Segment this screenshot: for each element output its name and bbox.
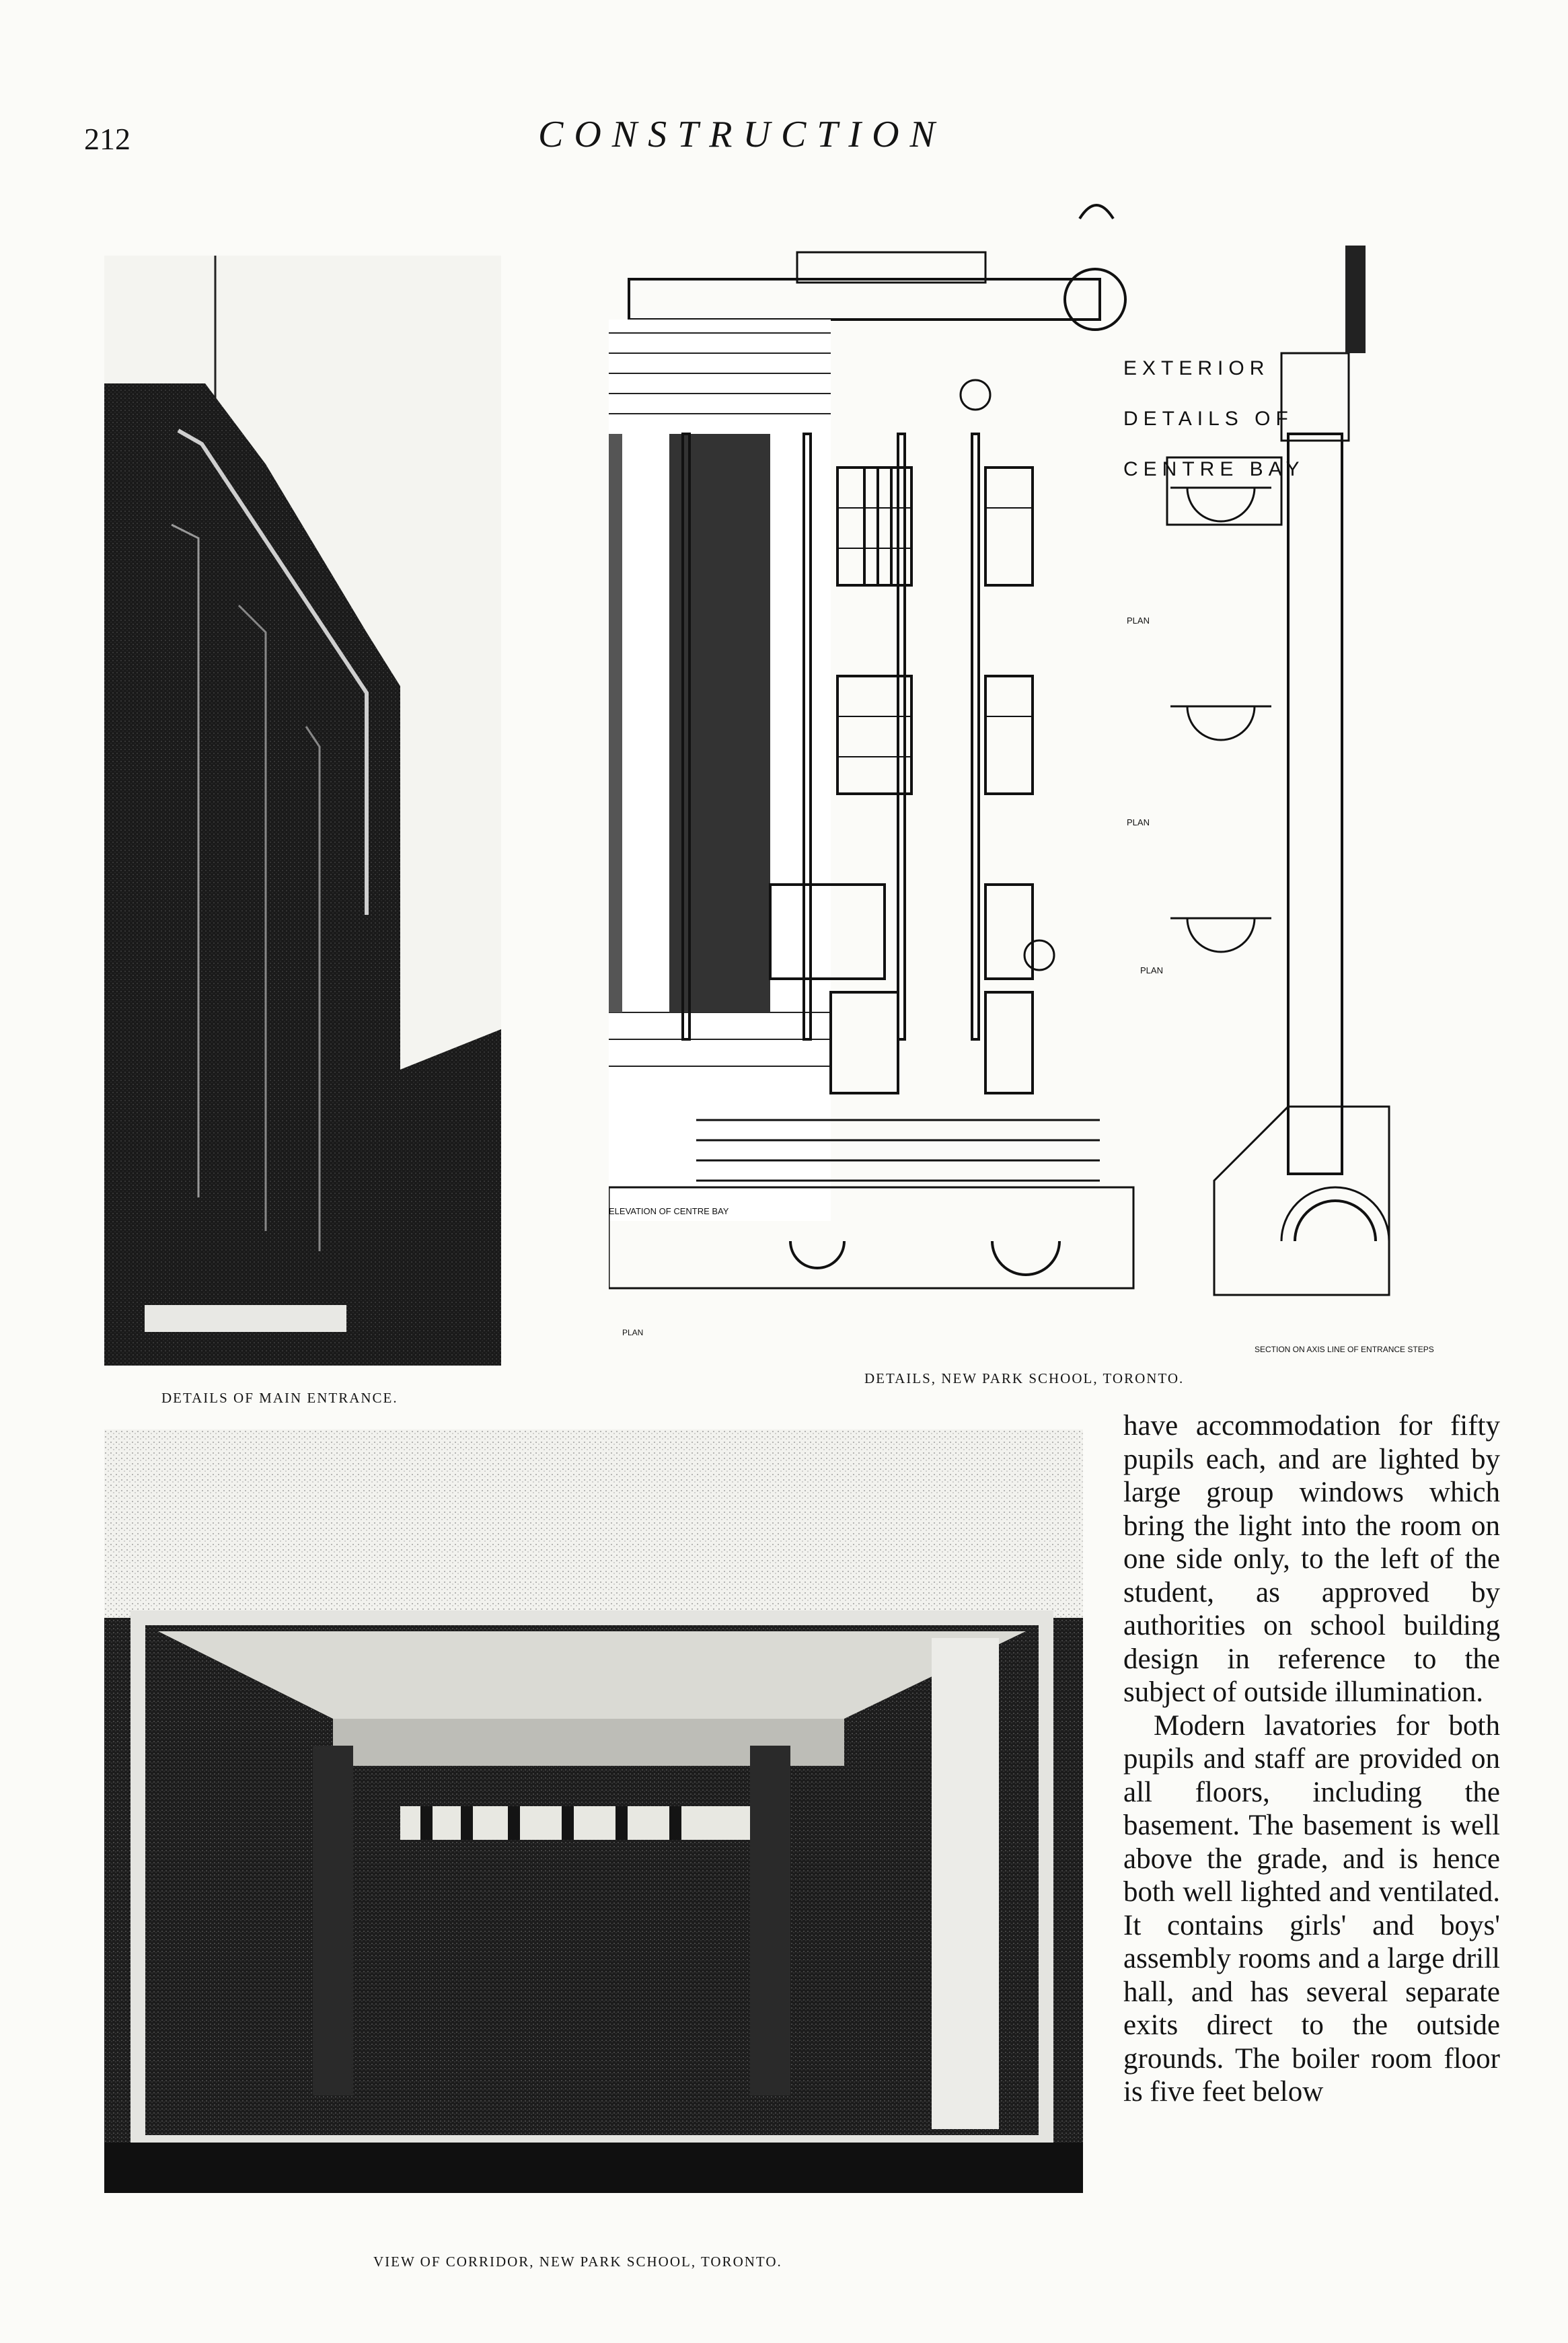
main-entrance-caption: DETAILS OF MAIN ENTRANCE. bbox=[161, 1390, 398, 1406]
main-entrance-photo bbox=[104, 256, 501, 1366]
section-label: SECTION ON AXIS LINE OF ENTRANCE STEPS bbox=[1255, 1345, 1434, 1354]
article-paragraph: have accommodation for fifty pupils each, and are lighted by large group windows which bring the light into the room on one side only, to the left of the student, as approved by authorities on school building design in reference to the subject of outside illumination. bbox=[1123, 1410, 1500, 1708]
corridor-caption: VIEW OF CORRIDOR, NEW PARK SCHOOL, TORONTO. bbox=[373, 2254, 782, 2270]
corridor-photo bbox=[104, 1429, 1083, 2193]
drawing-title-line3: CENTRE BAY bbox=[1123, 458, 1305, 480]
article-text-column bbox=[1123, 1409, 1500, 2109]
plan-label-4: PLAN bbox=[622, 1328, 644, 1337]
drawing-title-line2: DETAILS OF bbox=[1123, 408, 1294, 430]
plan-label-3: PLAN bbox=[1140, 965, 1163, 975]
plan-label-1: PLAN bbox=[1127, 616, 1150, 626]
running-head: CONSTRUCTION bbox=[538, 114, 946, 155]
page-number: 212 bbox=[84, 122, 130, 156]
centre-bay-drawing bbox=[609, 178, 1456, 1359]
drawing-title-line1: EXTERIOR bbox=[1123, 357, 1270, 379]
plan-label-2: PLAN bbox=[1127, 817, 1150, 827]
article-paragraph: Modern lavatories for both pupils and staff are provided on all floors, including the basement. The basement is well above the grade, and is hence both well lighted and ventilated. It contains girls' and boys' assembly rooms and a large drill hall, and has several separate exits direct to the outside grounds. The boiler room floor is five feet below bbox=[1123, 1709, 1500, 2108]
details-caption: DETAILS, NEW PARK SCHOOL, TORONTO. bbox=[864, 1370, 1185, 1386]
elevation-label: ELEVATION OF CENTRE BAY bbox=[609, 1206, 729, 1216]
